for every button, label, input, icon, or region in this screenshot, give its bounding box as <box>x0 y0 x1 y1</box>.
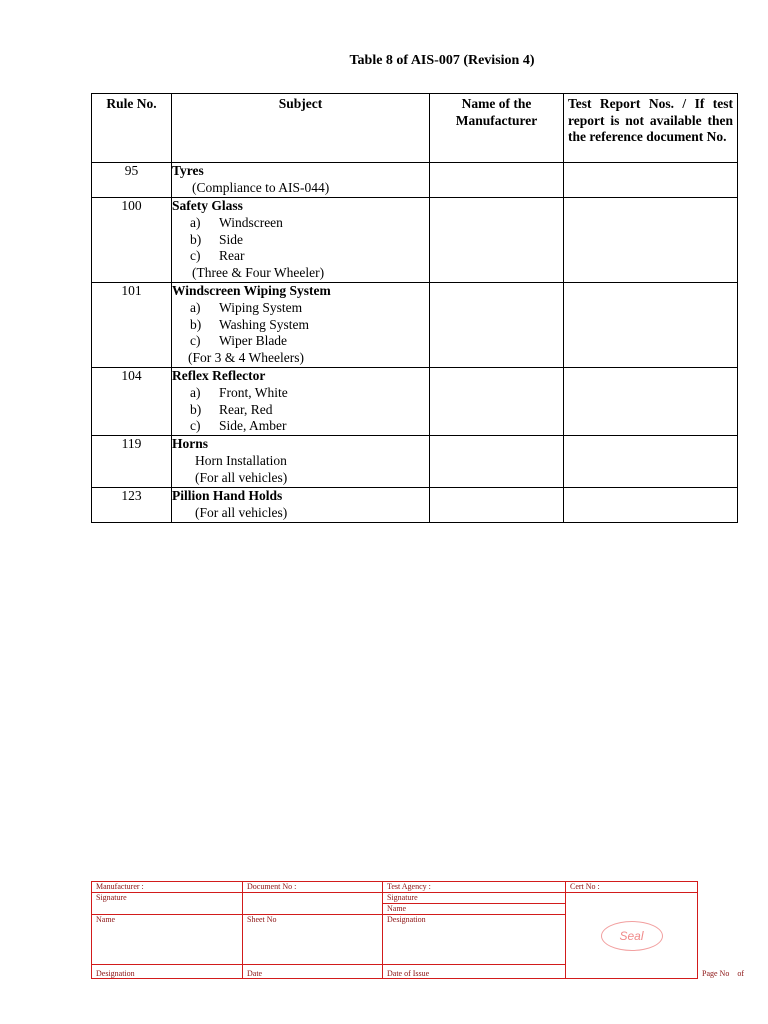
footer-manufacturer: Manufacturer : <box>92 882 243 893</box>
seal-stamp: Seal <box>601 921 663 951</box>
footer-name: Name <box>92 915 243 965</box>
list-item: a) Front, White <box>190 384 288 400</box>
list-item: a) Wiping System <box>190 299 303 315</box>
footer-test-agency: Test Agency : <box>383 882 566 893</box>
table-row <box>92 198 738 283</box>
subject-cell <box>172 283 430 368</box>
subject-line: Horn Installation <box>195 452 287 468</box>
rule-no: 119 <box>92 436 172 488</box>
subject-cell <box>172 198 430 283</box>
rule-no: 101 <box>92 283 172 368</box>
subject-title: Safety Glass <box>172 198 243 213</box>
test-report-cell[interactable] <box>564 436 738 488</box>
rule-no: 95 <box>92 163 172 198</box>
subject-cell <box>172 436 430 488</box>
header-manufacturer: Name of the Manufacturer <box>430 94 564 163</box>
footer-agency-name: Name <box>383 904 566 915</box>
footer-agency-designation: Designation <box>383 915 566 965</box>
header-subject: Subject <box>172 94 430 163</box>
table-header-row <box>92 94 738 163</box>
list-item: b) Rear, Red <box>190 401 273 417</box>
subject-title: Windscreen Wiping System <box>172 283 331 298</box>
manufacturer-cell[interactable] <box>430 436 564 488</box>
table-row <box>92 163 738 198</box>
compliance-table <box>91 93 738 523</box>
table-row <box>92 436 738 488</box>
subject-cell <box>172 488 430 523</box>
subject-title: Reflex Reflector <box>172 368 266 383</box>
footer-cert-no: Cert No : <box>566 882 698 893</box>
footer-designation: Designation <box>92 965 243 979</box>
subject-cell <box>172 368 430 436</box>
subject-list <box>172 215 429 265</box>
manufacturer-cell[interactable] <box>430 198 564 283</box>
footer-date: Date <box>243 965 383 979</box>
subject-note: (For 3 & 4 Wheelers) <box>188 350 304 366</box>
manufacturer-cell[interactable] <box>430 368 564 436</box>
list-item: c) Wiper Blade <box>190 333 288 349</box>
footer-agency-signature: Signature <box>383 893 566 904</box>
page-title: Table 8 of AIS-007 (Revision 4) <box>349 53 535 68</box>
rule-no: 123 <box>92 488 172 523</box>
list-item: b) Side <box>190 231 244 247</box>
subject-title: Tyres <box>172 163 204 178</box>
subject-note: (Three & Four Wheeler) <box>192 265 325 281</box>
subject-note: (For all vehicles) <box>195 469 288 485</box>
list-item: c) Side, Amber <box>190 418 287 434</box>
subject-title: Pillion Hand Holds <box>172 488 283 504</box>
subject-cell <box>172 163 430 198</box>
table-row <box>92 368 738 436</box>
rule-no: 104 <box>92 368 172 436</box>
table-row <box>92 488 738 523</box>
footer-blank <box>243 893 383 915</box>
list-item: a) Windscreen <box>190 214 283 230</box>
footer-signature: Signature <box>92 893 243 915</box>
rule-no: 100 <box>92 198 172 283</box>
header-rule-no: Rule No. <box>92 94 172 163</box>
subject-note: (Compliance to AIS-044) <box>192 179 330 195</box>
subject-title: Horns <box>172 436 209 452</box>
footer-sheet-no: Sheet No <box>243 915 383 965</box>
subject-note: (For all vehicles) <box>195 504 288 520</box>
certification-footer: Manufacturer : Document No : Test Agency : Cert No : Signature Signature Seal Name Name Sheet No Designation Designation Date Date of Issue Page No of <box>91 881 698 979</box>
test-report-cell[interactable] <box>564 368 738 436</box>
footer-document-no: Document No : <box>243 882 383 893</box>
table-row <box>92 283 738 368</box>
subject-list <box>172 300 429 350</box>
footer-date-of-issue: Date of Issue <box>383 965 566 979</box>
header-test-report: Test Report Nos. / If test report is not available then the reference document No. <box>564 94 738 163</box>
test-report-cell[interactable] <box>564 488 738 523</box>
test-report-cell[interactable] <box>564 283 738 368</box>
list-item: c) Rear <box>190 248 245 264</box>
test-report-cell[interactable] <box>564 198 738 283</box>
footer-seal-cell <box>566 893 698 979</box>
subject-list <box>172 385 429 435</box>
manufacturer-cell[interactable] <box>430 283 564 368</box>
test-report-cell[interactable] <box>564 163 738 198</box>
manufacturer-cell[interactable] <box>430 488 564 523</box>
manufacturer-cell[interactable] <box>430 163 564 198</box>
list-item: b) Washing System <box>190 316 310 332</box>
